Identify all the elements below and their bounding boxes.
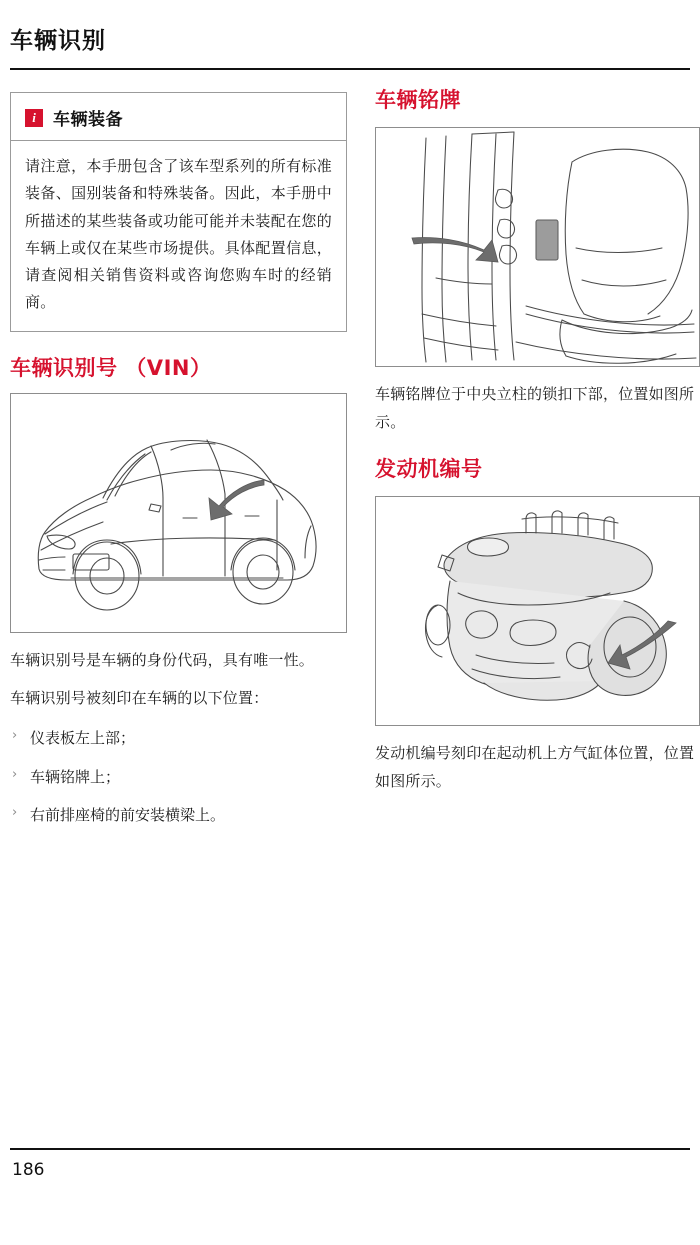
list-item-label: 车辆铭牌上； xyxy=(30,767,121,786)
callout-arrow-icon xyxy=(412,238,498,263)
engine-illustration xyxy=(376,497,699,725)
section-title-vin: 车辆识别号 （VIN） xyxy=(10,355,212,380)
engine-caption: 发动机编号刻印在起动机上方气缸体位置，位置如图所示。 xyxy=(375,743,695,790)
list-item xyxy=(10,724,350,753)
page-header xyxy=(10,22,690,69)
callout-arrow-icon xyxy=(209,480,264,520)
vin-paragraph-2: 车辆识别号被刻印在车辆的以下位置： xyxy=(10,688,269,707)
note-header xyxy=(11,93,346,141)
list-item-label: 仪表板左上部； xyxy=(30,729,136,748)
header-divider xyxy=(10,68,690,70)
note-body: 请注意，本手册包含了该车型系列的所有标准装备、国别装备和特殊装备。因此，本手册中所描述的某些装备或功能可能并未装配在您的车辆上或仅在某些市场提供。具体配置信息，请查阅相关销售资料或咨询您购车时的经销商。 xyxy=(25,157,332,312)
note-title: 车辆装备 xyxy=(53,110,123,130)
figure-engine xyxy=(375,496,700,726)
page-number: 186 xyxy=(12,1160,45,1180)
section-title-engine: 发动机编号 xyxy=(375,456,483,481)
note-box xyxy=(10,92,347,332)
page-title: 车辆识别 xyxy=(10,28,106,54)
vehicle-illustration xyxy=(11,394,346,632)
door-pillar-illustration xyxy=(376,128,699,366)
chevron-right-icon: › xyxy=(12,728,18,744)
figure-nameplate xyxy=(375,127,700,367)
chevron-right-icon: › xyxy=(12,766,18,782)
figure-vin xyxy=(10,393,347,633)
vin-location-list xyxy=(10,724,350,830)
section-title-nameplate: 车辆铭牌 xyxy=(375,88,461,112)
vin-paragraph-1: 车辆识别号是车辆的身份代码，具有唯一性。 xyxy=(10,650,315,669)
chevron-right-icon: › xyxy=(12,805,18,821)
footer-divider xyxy=(10,1148,690,1150)
nameplate-caption: 车辆铭牌位于中央立柱的锁扣下部，位置如图所示。 xyxy=(375,385,695,431)
list-item xyxy=(10,801,350,830)
list-item-label: 右前排座椅的前安装横梁上。 xyxy=(30,806,226,825)
info-icon: i xyxy=(25,109,43,127)
right-column xyxy=(375,88,700,795)
list-item xyxy=(10,763,350,792)
left-column xyxy=(10,92,350,840)
